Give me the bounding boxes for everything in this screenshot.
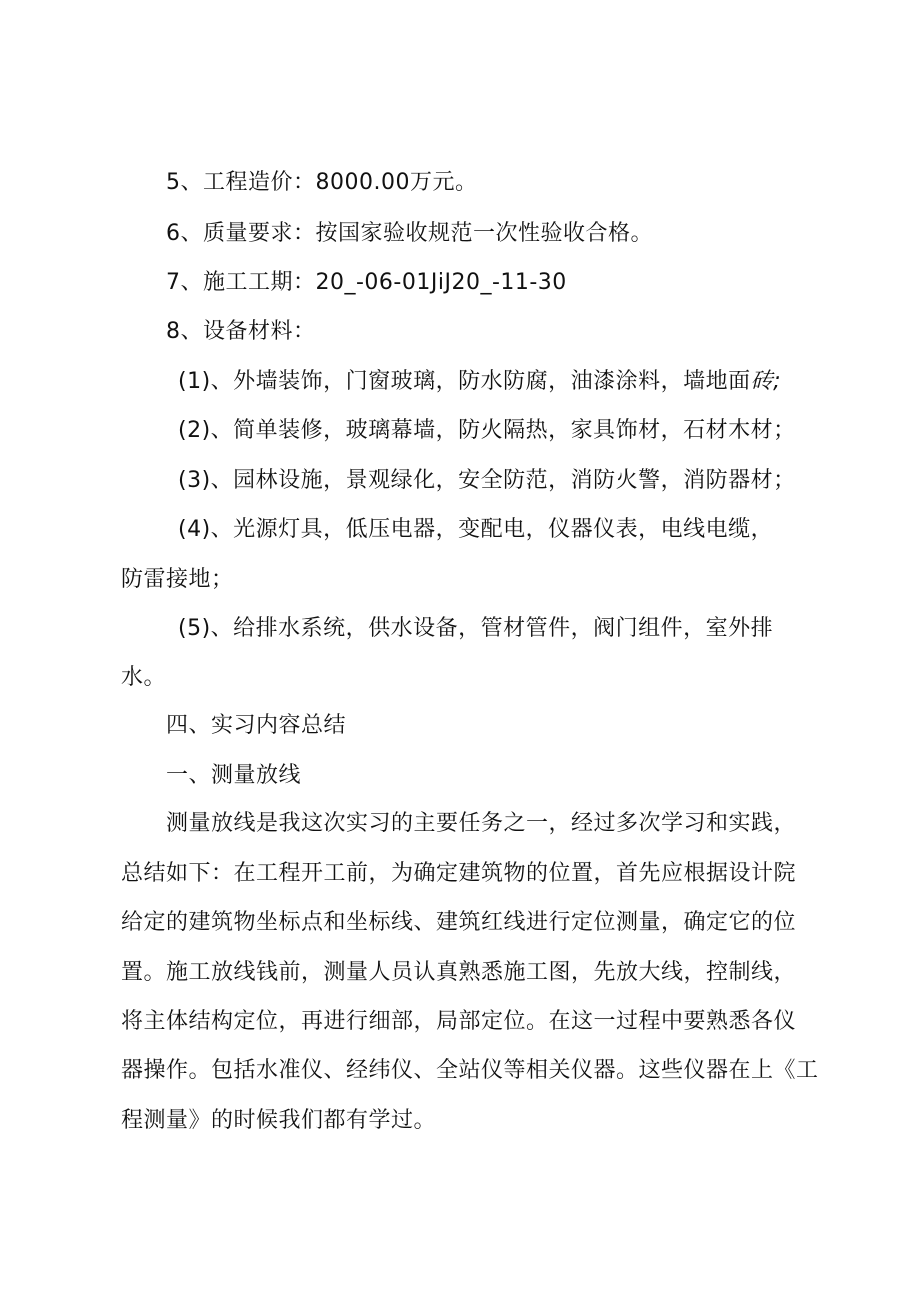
section-heading: 四、实习内容总结: [166, 713, 347, 738]
item-materials: 8、设备材料：: [166, 319, 316, 344]
item-cost: 5、工程造价：8000.00万元。: [166, 170, 478, 195]
item-quality: 6、质量要求：按国家验收规范一次性验收合格。: [166, 221, 653, 246]
materials-line-1: [178, 367, 781, 397]
materials-line-4a: (4)、光源灯具，低压电器，变配电，仪器仪表，电线电缆，: [178, 517, 774, 542]
materials-line-1-end: 砖;: [750, 369, 782, 394]
paragraph-line: 总结如下：在工程开工前，为确定建筑物的位置，首先应根据设计院: [121, 861, 797, 886]
paragraph-line: 测量放线是我这次实习的主要任务之一，经过多次学习和实践，: [166, 811, 797, 836]
paragraph-line: 给定的建筑物坐标点和坐标线、建筑红线进行定位测量，确定它的位: [121, 910, 797, 935]
item-period: 7、施工工期：20_-06-01JiJ20_-11-30: [166, 270, 567, 295]
materials-line-1-text: (1)、外墙装饰，门窗玻璃，防水防腐，油漆涂料，墙地面: [178, 369, 751, 394]
materials-line-4b: 防雷接地；: [121, 567, 234, 592]
materials-line-2: (2)、简单装修，玻璃幕墙，防火隔热，家具饰材，石材木材；: [178, 418, 796, 443]
paragraph-line: 器操作。包括水准仪、经纬仪、全站仪等相关仪器。这些仪器在上《工: [121, 1058, 819, 1083]
subsection-heading: 一、测量放线: [166, 763, 302, 788]
paragraph-line: 将主体结构定位，再进行细部，局部定位。在这一过程中要熟悉各仪: [121, 1009, 797, 1034]
paragraph-line: 置。施工放线钱前，测量人员认真熟悉施工图，先放大线，控制线，: [121, 960, 797, 985]
paragraph-line: 程测量》的时候我们都有学过。: [121, 1108, 437, 1133]
materials-line-3: (3)、园林设施，景观绿化，安全防范，消防火警，消防器材；: [178, 468, 796, 493]
materials-line-5b: 水。: [121, 665, 167, 690]
materials-line-5a: (5)、给排水系统，供水设备，管材管件，阀门组件，室外排: [178, 616, 774, 641]
